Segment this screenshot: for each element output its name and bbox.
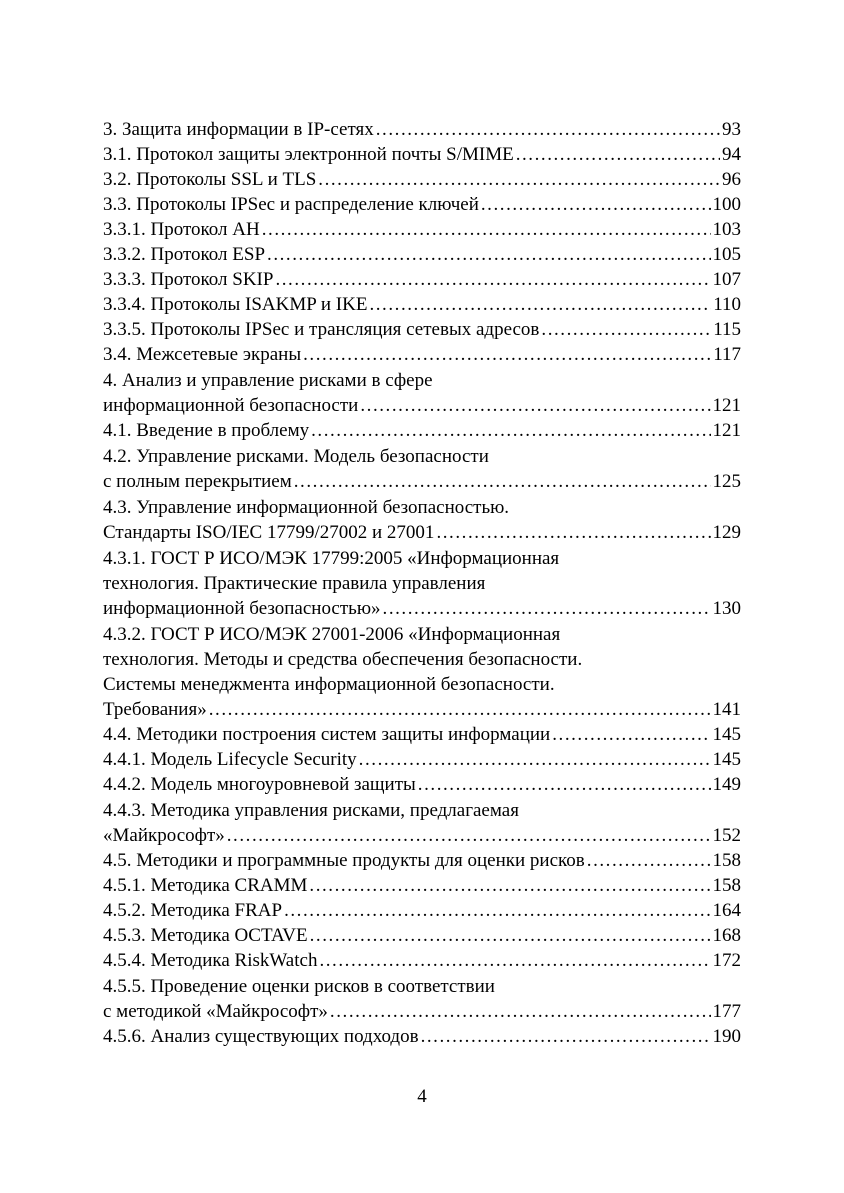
toc-entry-page: 190 (712, 1026, 741, 1047)
toc-entry-title-line: информационной безопасностью» (103, 598, 381, 619)
toc-entry-page: 105 (712, 244, 741, 265)
dot-leader (359, 747, 711, 772)
toc-entry-row (103, 418, 741, 443)
toc-entry (103, 217, 741, 242)
toc-entry-title-line: информационной безопасности (103, 395, 359, 416)
dot-leader (310, 923, 711, 948)
dot-leader (303, 342, 711, 367)
toc-entry (103, 267, 741, 292)
dot-leader (330, 999, 711, 1024)
toc-entry-row (103, 747, 741, 772)
dot-leader (319, 948, 710, 973)
dot-leader (418, 772, 711, 797)
toc-entry-title-line: 4.1. Введение в проблему (103, 420, 310, 441)
toc-entry-title-line: 4.3. Управление информационной безопасностью. (103, 497, 510, 518)
dot-leader (481, 192, 711, 217)
dot-leader (369, 292, 711, 317)
toc-entry-page: 130 (712, 598, 741, 619)
toc-entry-page: 94 (722, 144, 741, 165)
toc-entry (103, 546, 741, 621)
toc-entry-title-line: 4.2. Управление рисками. Модель безопасности (103, 446, 489, 467)
toc-entry-title-line: 4.5.2. Методика FRAP (103, 900, 283, 921)
dot-leader (209, 697, 711, 722)
toc-entry-title-line: 4.4. Методики построения систем защиты информации (103, 724, 551, 745)
dot-leader (376, 117, 720, 142)
toc-entry-title-line: 4.4.3. Методика управления рисками, предлагаемая (103, 800, 519, 821)
toc-entry-title-line: 4.5.5. Проведение оценки рисков в соответствии (103, 976, 495, 997)
toc-entry (103, 342, 741, 367)
dot-leader (294, 469, 711, 494)
toc-entry (103, 873, 741, 898)
dot-leader (360, 393, 710, 418)
toc-entry-page: 93 (722, 119, 741, 140)
dot-leader (227, 823, 711, 848)
toc-entry (103, 368, 741, 418)
toc-entry-title-line: 4.5.4. Методика RiskWatch (103, 950, 318, 971)
toc-entry-row (103, 848, 741, 873)
toc-entry-page: 107 (712, 269, 741, 290)
toc-entry (103, 923, 741, 948)
toc-entry (103, 117, 741, 142)
toc-entry (103, 898, 741, 923)
dot-leader (516, 142, 720, 167)
toc-entry-row (103, 192, 741, 217)
toc-entry-page: 145 (712, 749, 741, 770)
toc-entry (103, 798, 741, 848)
toc-entry-page: 110 (713, 294, 741, 315)
dot-leader (383, 596, 711, 621)
toc-entry-title-line: 4.5.6. Анализ существующих подходов (103, 1026, 419, 1047)
toc-entry-page: 172 (712, 950, 741, 971)
toc-entry-title-line: 3. Защита информации в IP-сетях (103, 119, 374, 140)
toc-entry-page: 100 (712, 194, 741, 215)
toc-entry-title-line: 3.3.4. Протоколы ISAKMP и IKE (103, 294, 368, 315)
toc-entry-title-line: с полным перекрытием (103, 471, 292, 492)
toc-entry (103, 1024, 741, 1049)
toc-entry-title-line: 4. Анализ и управление рисками в сфере (103, 370, 433, 391)
toc-entry-row (103, 292, 741, 317)
toc-entry-page: 96 (722, 169, 741, 190)
toc-entry-page: 117 (713, 344, 741, 365)
toc-entry-title-line: Требования» (103, 699, 207, 720)
toc-entry-page: 103 (712, 219, 741, 240)
toc-entry-page: 177 (712, 1001, 741, 1022)
toc-entry-title-line: Системы менеджмента информационной безопасности. (103, 674, 555, 695)
toc-entry (103, 722, 741, 747)
toc-entry-row (103, 596, 741, 621)
toc-entry (103, 948, 741, 973)
toc-entry-title-line: 3.4. Межсетевые экраны (103, 344, 302, 365)
toc-entry-row (103, 117, 741, 142)
dot-leader (541, 317, 711, 342)
toc-entry-title-line: Стандарты ISO/IEC 17799/27002 и 27001 (103, 522, 435, 543)
toc-entry-page: 121 (712, 395, 741, 416)
toc-entry (103, 142, 741, 167)
dot-leader (309, 873, 710, 898)
toc-entry-title-line: 4.4.2. Модель многоуровневой защиты (103, 774, 416, 795)
toc-entry-title-line: 4.5. Методики и программные продукты для оценки рисков (103, 850, 585, 871)
toc-entry (103, 317, 741, 342)
dot-leader (262, 217, 711, 242)
toc-entry-title-line: технология. Практические правила управления (103, 573, 486, 594)
toc-entry-title-line: 4.4.1. Модель Lifecycle Security (103, 749, 357, 770)
toc-entry-page: 158 (712, 850, 741, 871)
toc-entry-row (103, 469, 741, 494)
toc-entry (103, 622, 741, 722)
dot-leader (552, 722, 710, 747)
toc-entry-page: 158 (712, 875, 741, 896)
dot-leader (284, 898, 710, 923)
dot-leader (318, 167, 720, 192)
toc-entry-row (103, 1024, 741, 1049)
toc-entry-title-line: 3.3.2. Протокол ESP (103, 244, 266, 265)
toc-entry-row (103, 999, 741, 1024)
dot-leader (587, 848, 711, 873)
toc-entry-page: 164 (712, 900, 741, 921)
toc-entry (103, 418, 741, 443)
toc-entry-page: 129 (712, 522, 741, 543)
toc-entry-row (103, 142, 741, 167)
dot-leader (311, 418, 710, 443)
toc-entry-page: 149 (712, 774, 741, 795)
toc-entry (103, 974, 741, 1024)
table-of-contents (103, 117, 741, 1049)
toc-entry-title-line: 3.3.1. Протокол AH (103, 219, 260, 240)
toc-entry-page: 141 (712, 699, 741, 720)
toc-entry-title-line: 4.3.2. ГОСТ Р ИСО/МЭК 27001-2006 «Информационная (103, 624, 561, 645)
dot-leader (267, 242, 710, 267)
toc-entry-title-line: «Майкрософт» (103, 825, 225, 846)
toc-entry-page: 125 (712, 471, 741, 492)
toc-entry-row (103, 217, 741, 242)
toc-entry-row (103, 242, 741, 267)
toc-entry-row (103, 393, 741, 418)
toc-entry-title-line: 4.5.1. Методика CRAMM (103, 875, 308, 896)
toc-entry-row (103, 722, 741, 747)
toc-entry-title-line: 3.3. Протоколы IPSec и распределение ключей (103, 194, 479, 215)
toc-entry (103, 848, 741, 873)
toc-entry-title-line: с методикой «Майкрософт» (103, 1001, 328, 1022)
toc-entry-row (103, 267, 741, 292)
toc-entry-row (103, 823, 741, 848)
toc-entry-title-line: 4.3.1. ГОСТ Р ИСО/МЭК 17799:2005 «Информационная (103, 548, 560, 569)
toc-entry-page: 145 (712, 724, 741, 745)
toc-entry-title-line: 3.1. Протокол защиты электронной почты S/MIME (103, 144, 514, 165)
toc-entry-title-line: 3.3.3. Протокол SKIP (103, 269, 274, 290)
toc-entry (103, 444, 741, 494)
toc-entry-row (103, 873, 741, 898)
toc-entry (103, 292, 741, 317)
toc-entry-row (103, 772, 741, 797)
dot-leader (436, 520, 710, 545)
dot-leader (421, 1024, 711, 1049)
toc-entry-page: 121 (712, 420, 741, 441)
dot-leader (275, 267, 710, 292)
toc-entry-title-line: технология. Методы и средства обеспечения безопасности. (103, 649, 583, 670)
toc-entry-row (103, 167, 741, 192)
toc-entry-title-line: 3.2. Протоколы SSL и TLS (103, 169, 317, 190)
toc-entry-row (103, 898, 741, 923)
toc-entry-row (103, 948, 741, 973)
toc-entry (103, 495, 741, 545)
toc-entry-row (103, 923, 741, 948)
toc-entry-page: 152 (712, 825, 741, 846)
toc-entry (103, 747, 741, 772)
toc-entry (103, 772, 741, 797)
toc-entry-row (103, 317, 741, 342)
toc-entry-row (103, 342, 741, 367)
toc-entry (103, 167, 741, 192)
toc-entry-row (103, 697, 741, 722)
toc-entry (103, 242, 741, 267)
toc-entry-row (103, 520, 741, 545)
toc-entry-title-line: 3.3.5. Протоколы IPSec и трансляция сетевых адресов (103, 319, 540, 340)
toc-entry-page: 168 (712, 925, 741, 946)
page-number: 4 (417, 1086, 427, 1107)
toc-entry (103, 192, 741, 217)
toc-entry-page: 115 (713, 319, 741, 340)
toc-entry-title-line: 4.5.3. Методика OCTAVE (103, 925, 308, 946)
